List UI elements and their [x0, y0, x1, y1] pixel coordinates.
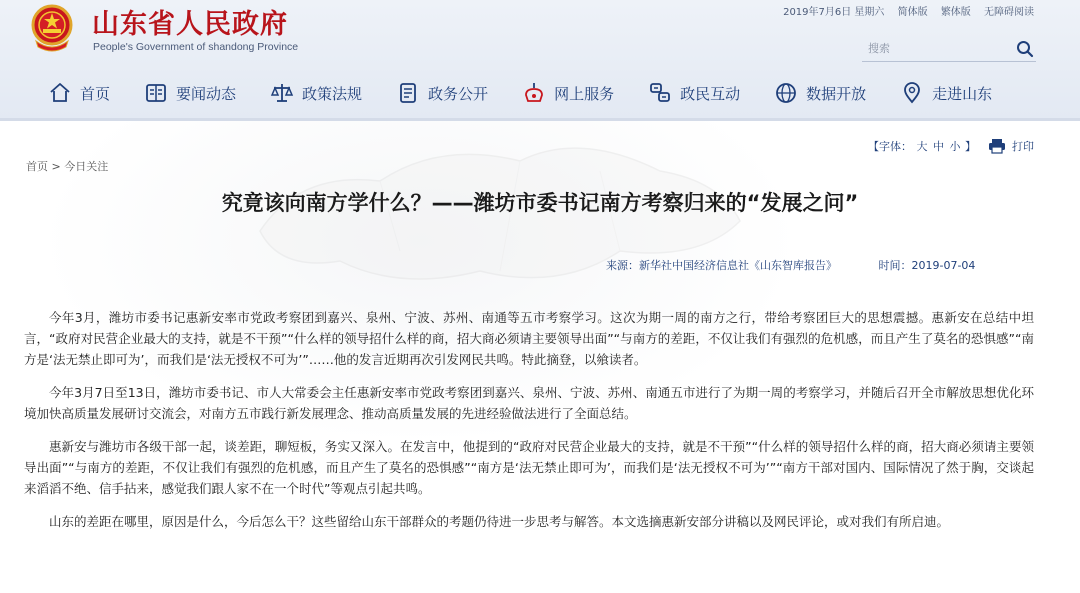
nav-item-news[interactable] [144, 77, 236, 109]
font-size-small[interactable]: 小 [949, 140, 961, 153]
national-emblem-icon[interactable] [28, 3, 76, 53]
interaction-icon [648, 81, 672, 105]
nav-label: 数据开放 [806, 84, 867, 103]
article-paragraph: 今年3月，潍坊市委书记惠新安率市党政考察团到嘉兴、泉州、宁波、苏州、南通等五市考察学习。这次为期一周的南方之行，带给考察团巨大的思想震撼。惠新安在总结中坦言，“政府对民营企业最大的支持，就是不干预”“什么样的领导招什么样的商，招大商必须请主要领导出面”“与南方的差距，不仅让我们有强烈的危机感，而且产生了莫名的恐惧感”“南方是‘法无禁止即可为’，而我们是‘法无授权不可为’”……他的发言近期再次引发网民共鸣。特此摘登，以飨读者。 [24, 310, 1034, 367]
nav-label: 政民互动 [680, 84, 741, 103]
printer-icon[interactable] [988, 138, 1006, 154]
font-size-medium[interactable]: 中 [933, 140, 944, 153]
article-toolbar [868, 138, 1034, 154]
accessibility-link[interactable]: 无障碍阅读 [984, 7, 1034, 18]
search-box [862, 37, 1036, 62]
nav-item-open-data[interactable] [774, 77, 866, 109]
nav-label: 网上服务 [554, 84, 615, 103]
article-source: 来源：新华社中国经济信息社《山东智库报告》 [606, 259, 837, 272]
article-container [0, 121, 1080, 593]
breadcrumb-home[interactable]: 首页 [26, 160, 48, 173]
scales-icon [270, 81, 294, 105]
font-size-selector [868, 138, 976, 154]
nav-item-policy[interactable] [270, 77, 362, 109]
article-time: 时间：2019-07-04 [878, 259, 976, 272]
nav-item-shandong[interactable] [900, 77, 992, 109]
article-paragraph: 今年3月7日至13日，潍坊市委书记、市人大常委会主任惠新安率市党政考察团到嘉兴、泉州、宁波、苏州、南通五市进行了为期一周的考察学习，并随后召开全市解放思想优化环境加快高质量发展研讨交流会，对南方五市践行新发展理念、推动高质量发展的先进经验做法进行了全面总结。 [24, 385, 1034, 421]
nav-item-online-service[interactable] [522, 77, 614, 109]
site-title[interactable]: 山东省人民政府 [92, 9, 288, 40]
nav-label: 要闻动态 [176, 84, 237, 103]
site-subtitle: People's Government of shandong Province [93, 41, 299, 53]
simplified-chinese-link[interactable]: 简体版 [897, 7, 928, 18]
home-icon [48, 81, 72, 105]
article-meta [606, 257, 975, 273]
print-link[interactable]: 打印 [1012, 140, 1034, 153]
traditional-chinese-link[interactable]: 繁体版 [940, 7, 971, 18]
search-icon[interactable] [1016, 40, 1034, 58]
nav-item-gov-affairs[interactable] [396, 77, 488, 109]
data-icon [774, 81, 798, 105]
nav-label: 走进山东 [932, 84, 993, 103]
nav-item-home[interactable] [48, 77, 110, 109]
breadcrumb [26, 158, 108, 174]
news-icon [144, 81, 168, 105]
site-header [0, 0, 1080, 121]
article-title: 究竟该向南方学什么？——潍坊市委书记南方考察归来的“发展之问” [221, 191, 859, 215]
nav-item-interaction[interactable] [648, 77, 740, 109]
service-icon [522, 81, 546, 105]
document-icon [396, 81, 420, 105]
font-size-suffix: 】 [965, 140, 976, 153]
breadcrumb-current[interactable]: 今日关注 [64, 160, 109, 173]
nav-label: 政策法规 [302, 84, 363, 103]
article-paragraph: 惠新安与潍坊市各级干部一起，谈差距，聊短板，务实又深入。在发言中，他提到的“政府对民营企业最大的支持，就是不干预”“什么样的领导招什么样的商，招大商必须请主要领导出面”“与南方的差距，不仅让我们有强烈的危机感，而且产生了莫名的恐惧感”“南方是‘法无禁止即可为’，而我们是‘法无授权不可为’”“南方干部对国内、国际情况了然于胸，交谈起来滔滔不绝、信手拈来，感觉我们跟人家不在一个时代”等观点引起共鸣。 [24, 439, 1034, 496]
breadcrumb-separator: > [48, 160, 65, 173]
search-input[interactable] [862, 38, 1008, 60]
current-date: 2019年7月6日 星期六 [783, 7, 885, 18]
article-body [24, 307, 1034, 544]
location-icon [900, 81, 924, 105]
font-size-prefix: 【字体： [868, 140, 912, 153]
main-nav [48, 76, 992, 110]
topbar [773, 3, 1034, 18]
nav-label: 首页 [80, 84, 111, 103]
article-paragraph: 山东的差距在哪里，原因是什么，今后怎么干？这些留给山东干部群众的考题仍待进一步思考与解答。本文选摘惠新安部分讲稿以及网民评论，或对我们有所启迪。 [49, 514, 950, 529]
font-size-large[interactable]: 大 [916, 140, 928, 153]
nav-label: 政务公开 [428, 84, 489, 103]
